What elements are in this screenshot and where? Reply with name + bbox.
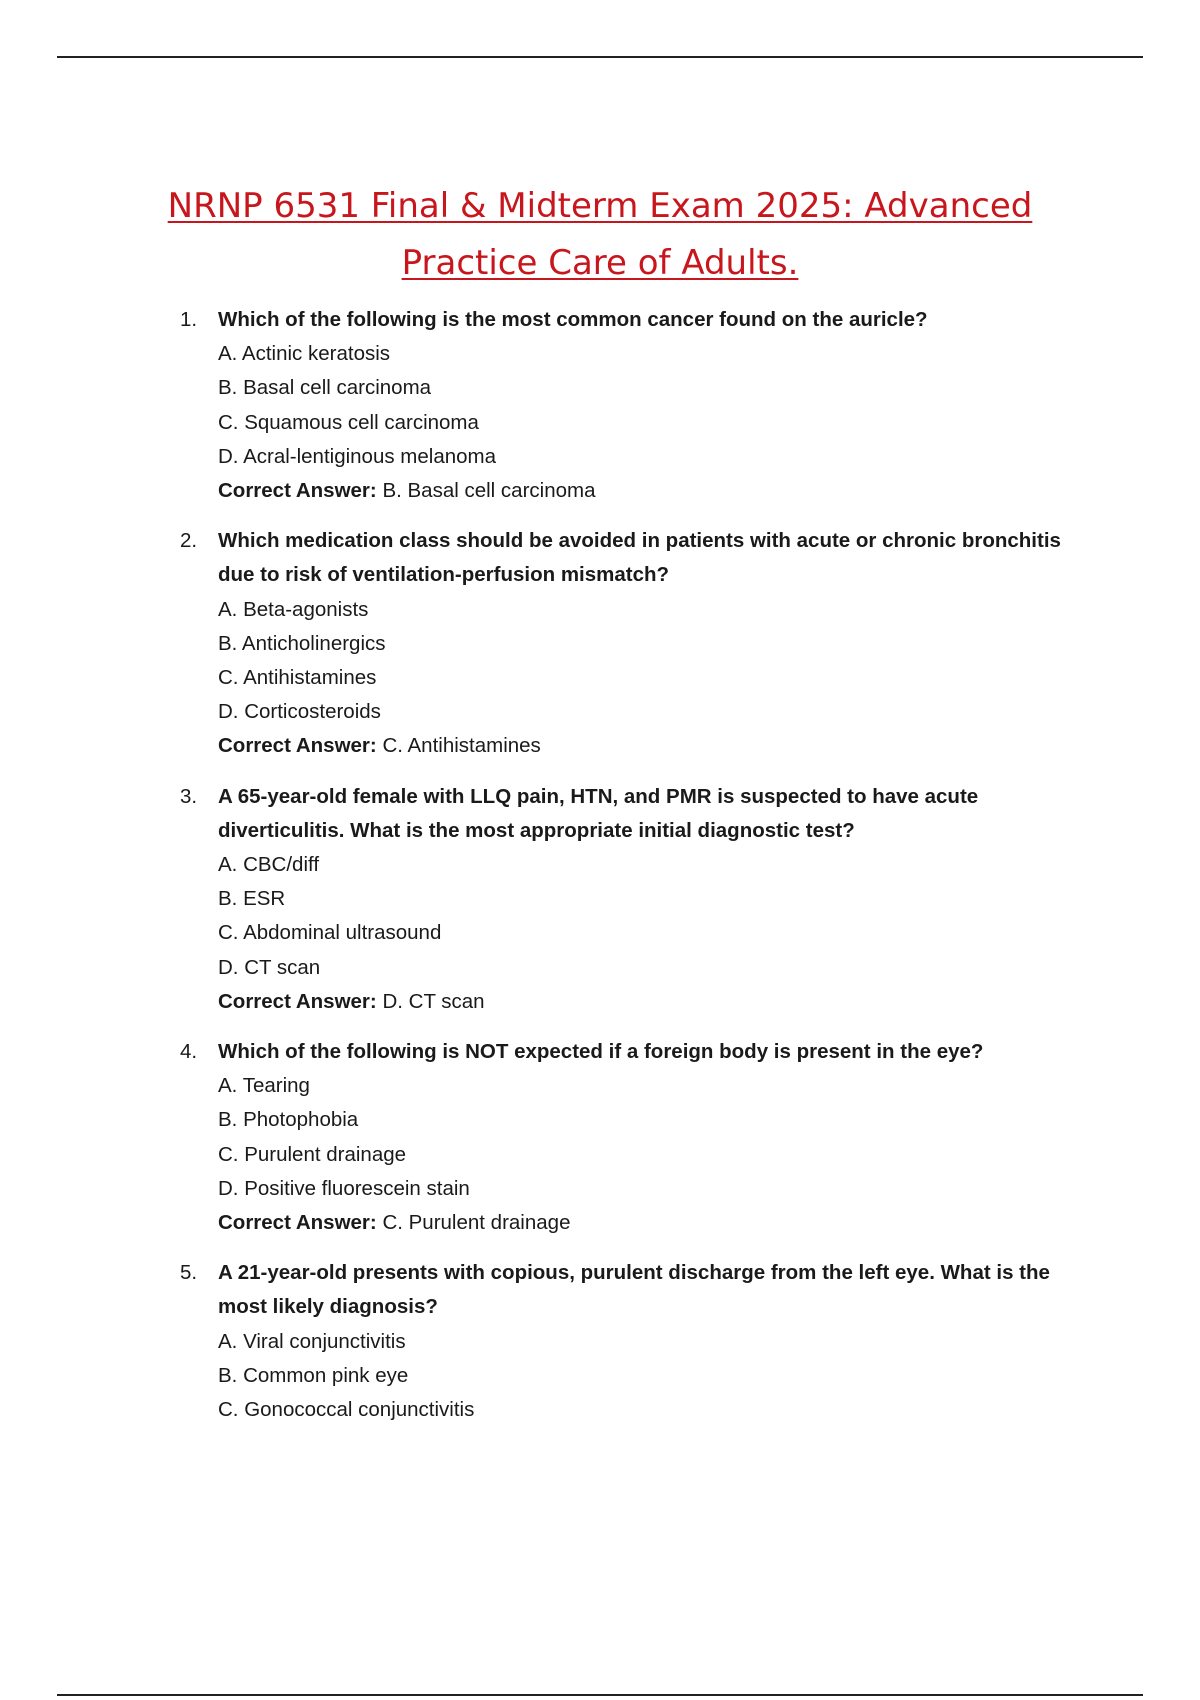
question-3 <box>0 780 1200 1019</box>
option-d: D. CT scan <box>218 955 321 979</box>
option-c: C. Purulent drainage <box>218 1142 407 1166</box>
correct-answer-value: C. Antihistamines <box>382 734 541 758</box>
correct-answer <box>218 985 1080 1019</box>
top-rule <box>57 56 1143 58</box>
question-text: Which of the following is NOT expected if a foreign body is present in the eye? <box>218 1040 984 1064</box>
question-1 <box>0 303 1200 508</box>
option-a: A. Tearing <box>218 1074 310 1098</box>
question-number: 4. <box>180 1040 198 1064</box>
option-a: A. Beta-agonists <box>218 597 369 621</box>
correct-answer-value: B. Basal cell carcinoma <box>382 479 596 503</box>
option-b: B. Basal cell carcinoma <box>218 376 432 400</box>
question-number: 1. <box>180 308 198 331</box>
title-line-1: NRNP 6531 Final & Midterm Exam 2025: Advanced <box>167 186 1033 226</box>
correct-answer-label: Correct Answer: <box>218 989 377 1013</box>
question-text: Which medication class should be avoided in patients with acute or chronic bronchitis due to risk of ventilation-perfusion mismatch? <box>218 529 1061 587</box>
option-d: D. Positive fluorescein stain <box>218 1176 470 1200</box>
correct-answer <box>218 1206 1080 1240</box>
option-d: D. Corticosteroids <box>218 700 381 724</box>
question-2 <box>0 524 1200 763</box>
question-4 <box>0 1035 1200 1240</box>
correct-answer-value: C. Purulent drainage <box>382 1211 571 1235</box>
correct-answer-value: D. CT scan <box>382 989 485 1013</box>
option-b: B. Anticholinergics <box>218 631 386 655</box>
question-text: A 21-year-old presents with copious, purulent discharge from the left eye. What is the most likely diagnosis? <box>218 1261 1050 1319</box>
correct-answer-label: Correct Answer: <box>218 734 377 758</box>
correct-answer <box>218 729 1080 763</box>
title-line-2: Practice Care of Adults. <box>401 243 799 283</box>
option-c: C. Gonococcal conjunctivitis <box>218 1398 475 1422</box>
option-c: C. Antihistamines <box>218 666 377 690</box>
option-c: C. Squamous cell carcinoma <box>218 410 479 434</box>
option-b: B. ESR <box>218 887 286 911</box>
question-5 <box>0 1256 1200 1427</box>
bottom-rule <box>57 1694 1143 1696</box>
correct-answer-label: Correct Answer: <box>218 1211 377 1235</box>
option-b: B. Common pink eye <box>218 1363 409 1387</box>
option-d: D. Acral-lentiginous melanoma <box>218 444 497 468</box>
question-text: Which of the following is the most common cancer found on the auricle? <box>218 308 928 331</box>
correct-answer <box>218 474 1080 508</box>
option-a: A. Actinic keratosis <box>218 342 391 366</box>
correct-answer-label: Correct Answer: <box>218 479 377 503</box>
question-number: 2. <box>180 529 198 553</box>
question-number: 3. <box>180 784 198 808</box>
question-number: 5. <box>180 1261 198 1285</box>
option-b: B. Photophobia <box>218 1108 359 1132</box>
option-c: C. Abdominal ultrasound <box>218 921 442 945</box>
option-a: A. CBC/diff <box>218 853 320 877</box>
document-title <box>0 178 1200 292</box>
question-text: A 65-year-old female with LLQ pain, HTN, and PMR is suspected to have acute diverticulitis. What is the most appropriate initial diagnostic test? <box>218 784 979 842</box>
question-list <box>0 303 1200 1443</box>
option-a: A. Viral conjunctivitis <box>218 1329 406 1353</box>
